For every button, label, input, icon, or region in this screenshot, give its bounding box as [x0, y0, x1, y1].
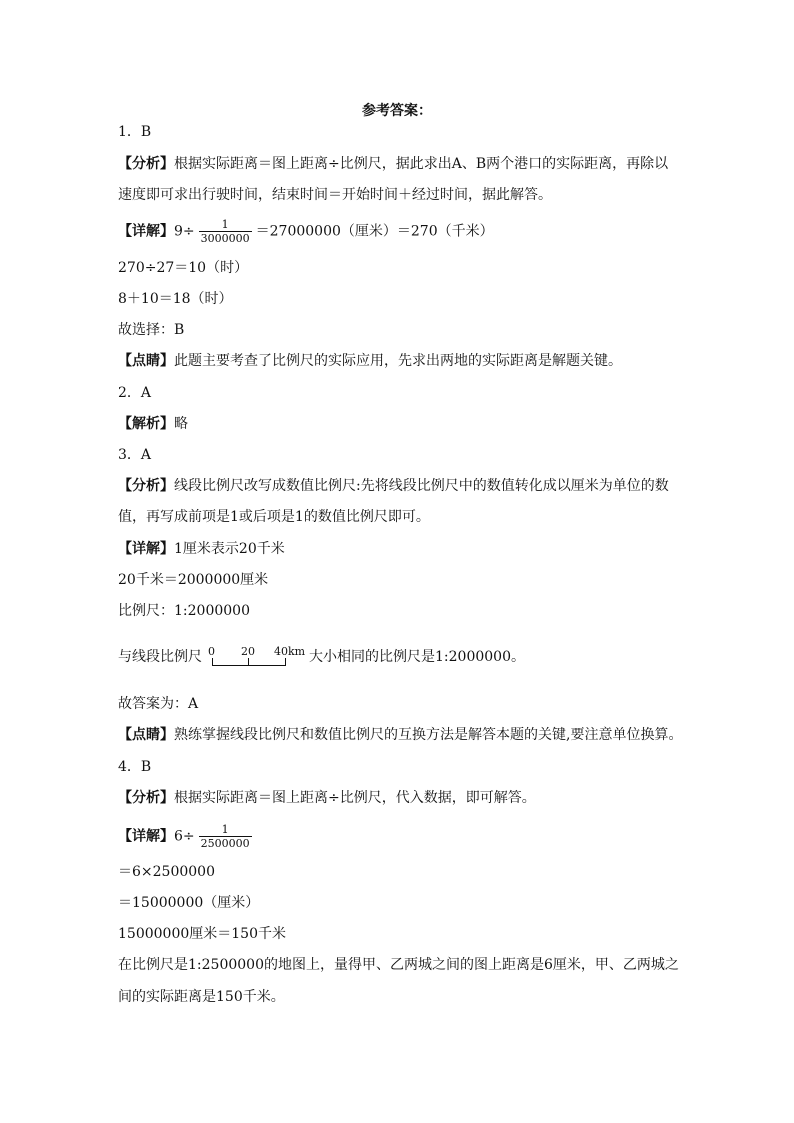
detail-tag: 【详解】 — [118, 223, 174, 240]
answer-4-step-4: 15000000厘米＝150千米 — [118, 926, 286, 942]
answer-1-step-3: 8＋10＝18（时） — [118, 291, 233, 307]
detail-tag: 【详解】 — [118, 828, 174, 845]
fraction-1-3000000 — [199, 218, 252, 245]
analysis-tag: 【分析】 — [118, 478, 174, 494]
comment-tag: 【点睛】 — [118, 727, 174, 743]
answer-3-step-3: 比例尺：1:2000000 — [118, 603, 250, 619]
fraction-1-2500000 — [199, 823, 252, 850]
answer-4-number: 4．B — [118, 759, 152, 775]
fraction-numerator: 1 — [221, 823, 229, 836]
answer-1-number: 1．B — [118, 124, 152, 140]
answer-2-explanation — [118, 414, 188, 434]
answer-4-conclusion-cont: 间的实际距离是150千米。 — [118, 989, 285, 1005]
analysis-text: 根据实际距离＝图上距离÷比例尺，据此求出A、B两个港口的实际距离，再除以 — [174, 156, 669, 172]
answer-4-detail — [118, 823, 256, 850]
answer-3-detail — [118, 539, 285, 559]
analysis-text: 根据实际距离＝图上距离÷比例尺，代入数据，即可解答。 — [174, 790, 536, 806]
answer-3-analysis-cont: 值，再写成前项是1或后项是1的数值比例尺即可。 — [118, 509, 430, 525]
detail-pre: 6÷ — [174, 828, 195, 845]
analysis-text: 线段比例尺改写成数值比例尺:先将线段比例尺中的数值转化成以厘米为单位的数 — [174, 478, 669, 494]
comment-tag: 【点睛】 — [118, 353, 174, 369]
answer-3-step-2: 20千米＝2000000厘米 — [118, 572, 269, 588]
answer-3-conclusion — [118, 646, 525, 668]
fraction-numerator: 1 — [221, 218, 229, 231]
answer-3-analysis — [118, 476, 669, 496]
answer-4-step-3: ＝15000000（厘米） — [118, 895, 260, 911]
scale-label-40km: 40km — [274, 645, 306, 658]
answer-1-analysis-cont: 速度即可求出行驶时间，结束时间＝开始时间＋经过时间，据此解答。 — [118, 187, 552, 203]
answer-4-step-2: ＝6×2500000 — [118, 864, 215, 880]
explanation-text: 略 — [174, 416, 188, 432]
answer-1-choice: 故选择：B — [118, 322, 185, 338]
explanation-tag: 【解析】 — [118, 416, 174, 432]
detail-pre: 9÷ — [174, 223, 195, 240]
page-title: 参考答案： — [362, 103, 432, 119]
scale-mid-tick — [248, 658, 249, 665]
scale-label-20: 20 — [241, 645, 255, 658]
comment-text: 熟练掌握线段比例尺和数值比例尺的互换方法是解答本题的关键,要注意单位换算。 — [174, 727, 683, 743]
detail-tag: 【详解】 — [118, 541, 174, 557]
analysis-tag: 【分析】 — [118, 156, 174, 172]
answer-3-number: 3．A — [118, 447, 152, 463]
answer-1-detail — [118, 218, 494, 245]
answer-4-analysis — [118, 788, 536, 808]
answer-2-number: 2．A — [118, 385, 152, 401]
answer-1-analysis — [118, 154, 668, 174]
conclusion-post: 大小相同的比例尺是1:2000000。 — [309, 649, 525, 665]
line-scale-figure — [208, 645, 306, 668]
fraction-denominator: 3000000 — [200, 232, 250, 245]
conclusion-pre: 与线段比例尺 — [118, 649, 202, 665]
answer-1-comment — [118, 351, 622, 371]
fraction-denominator: 2500000 — [200, 837, 250, 850]
answer-3-answer: 故答案为：A — [118, 696, 199, 712]
answer-1-step-2: 270÷27＝10（时） — [118, 260, 249, 276]
detail-post: ＝27000000（厘米）＝270（千米） — [255, 223, 494, 240]
comment-text: 此题主要考查了比例尺的实际应用，先求出两地的实际距离是解题关键。 — [174, 353, 622, 369]
analysis-tag: 【分析】 — [118, 790, 174, 806]
scale-label-0: 0 — [208, 645, 215, 658]
answer-4-conclusion: 在比例尺是1:2500000的地图上，量得甲、乙两城之间的图上距离是6厘米，甲、乙两城之 — [118, 957, 679, 973]
answer-3-comment — [118, 725, 682, 745]
scale-bar — [212, 658, 286, 666]
detail-text: 1厘米表示20千米 — [174, 541, 285, 557]
